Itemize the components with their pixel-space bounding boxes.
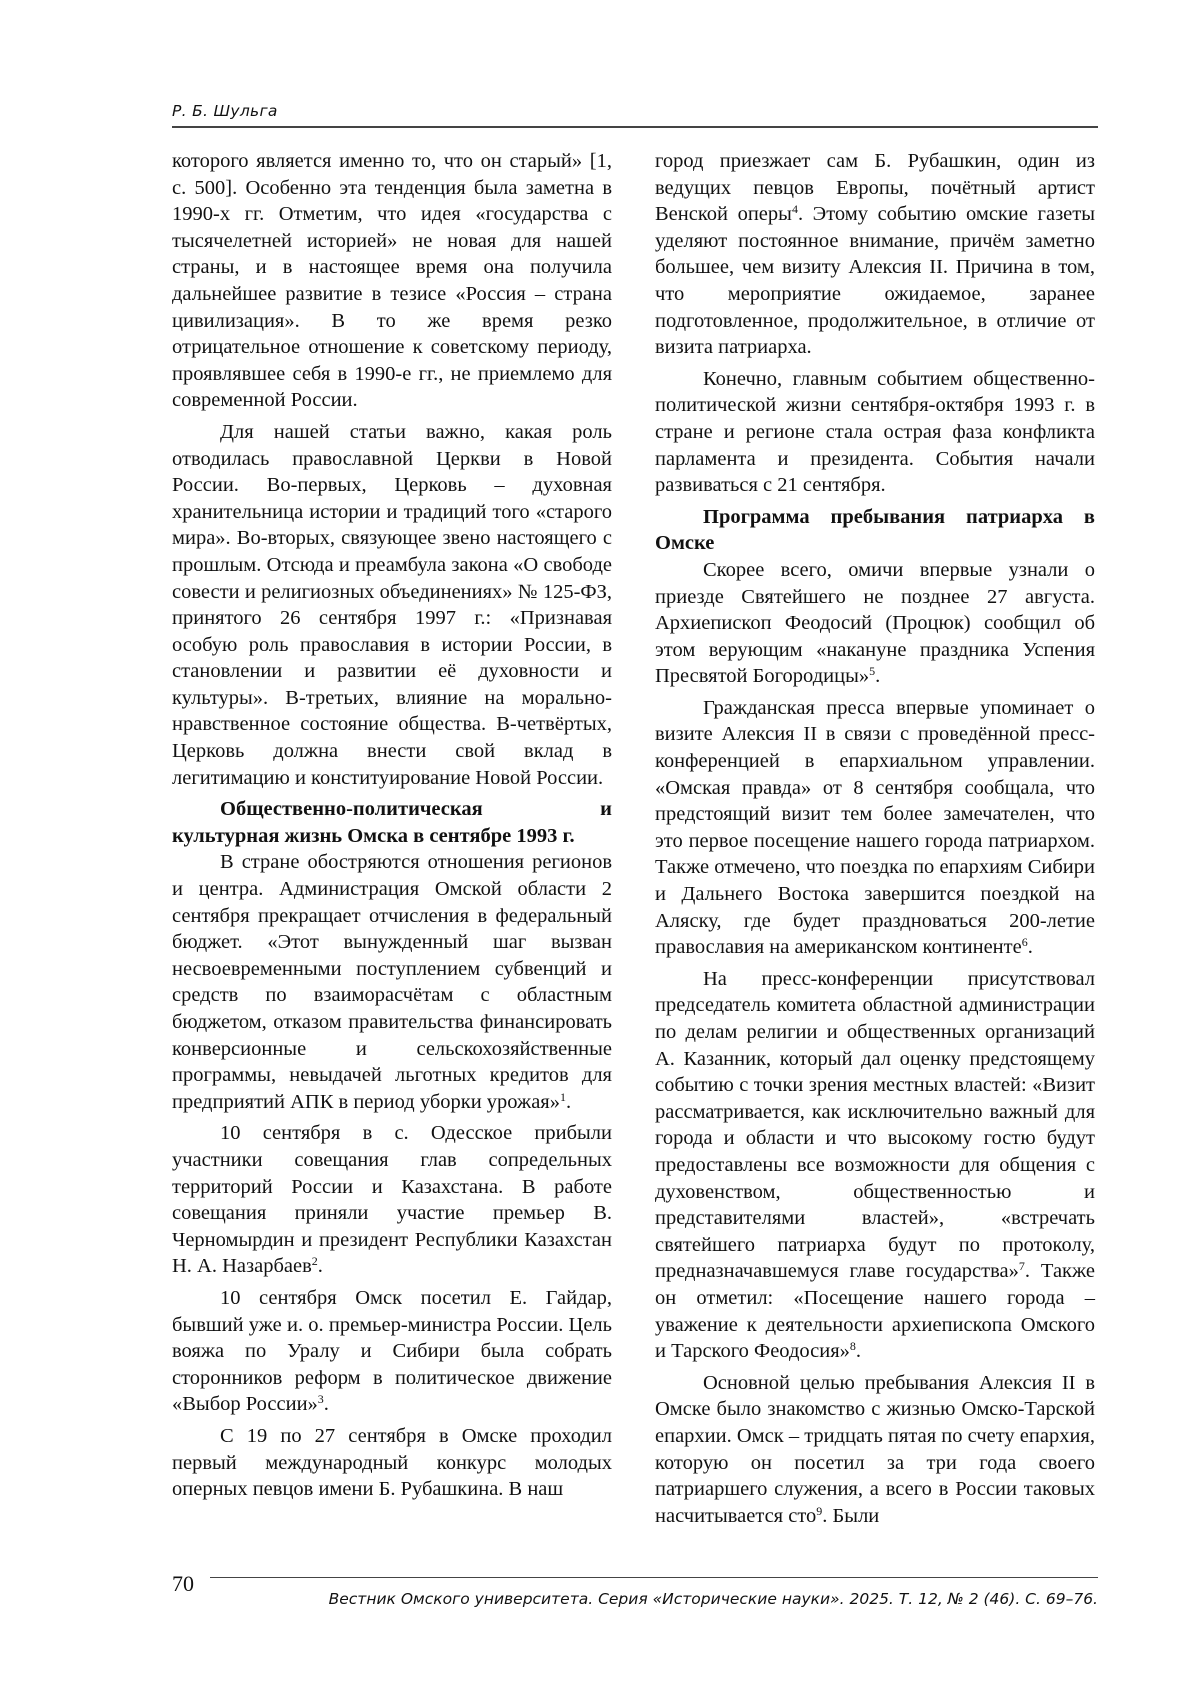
journal-citation: Вестник Омского университета. Серия «Исторические науки». 2025. Т. 12, № 2 (46). С. 69–76. xyxy=(328,1590,1098,1608)
paragraph xyxy=(172,1423,612,1503)
header-author: Р. Б. Шульга xyxy=(172,102,278,120)
paragraph xyxy=(655,557,1095,690)
text-run: Гражданская пресса впервые упоминает о визите Алексия II в связи с проведённой пресс-конференцией в епархиальном управлении. «Омская правда» от 8 сентября сообщала, что предстоящий визит тем более замечателен, что это первое посещение нашего города патриархом. Также отмечено, что поездка по епархиям Сибири и Дальнего Востока завершится поездкой на Аляску, где будет праздноваться 200-летие православия на американском континенте xyxy=(655,696,1095,959)
footnote-ref: 8 xyxy=(849,1339,856,1354)
text-run: На пресс-конференции присутствовал председатель комитета областной администрации по делам религии и общественных организаций А. Казанник, который дал оценку предстоящему событию с точки зрения местных властей: «Визит рассматривается, как исключительно важный для города и области и что высокому гостю будут предоставлены все возможности для общения с духовенством, общественностью и представителями властей», «встречать святейшего патриарха будут по протоколу, предназначавшемуся главе государства» xyxy=(655,967,1095,1283)
footnote-ref: 2 xyxy=(311,1254,318,1269)
page-number: 70 xyxy=(172,1571,194,1596)
paragraph xyxy=(172,1285,612,1418)
text-run: Программа пребывания патриарха в Омске xyxy=(655,505,1095,555)
text-run: В стране обостряются отношения регионов и центра. Администрация Омской области 2 сентября прекращает отчисления в федеральный бюджет. «Этот вынужденный шаг вызван несвоевременными поступлением субвенций и средств по взаиморасчётам с областным бюджетом, отказом правительства финансировать конверсионные и сельскохозяйственные программы, невыдачей льготных кредитов для предприятий АПК в период уборки урожая» xyxy=(172,851,612,1113)
footnote-ref: 7 xyxy=(1018,1259,1025,1274)
text-run: Общественно-политическая и культурная жизнь Омска в сентябре 1993 г. xyxy=(172,798,612,847)
text-run: . xyxy=(875,665,881,688)
paragraph xyxy=(172,1120,612,1280)
footnote-ref: 6 xyxy=(1021,935,1028,950)
text-run: Основной целью пребывания Алексия II в Омске было знакомство с жизнью Омско-Тарской епархии. Омск – тридцать пятая по счету епархия, которую он посетил за три года своего патриаршего служения, а всего в России таковых насчитывается сто xyxy=(655,1371,1095,1527)
paragraph xyxy=(655,366,1095,499)
text-run: . xyxy=(323,1393,329,1416)
running-header xyxy=(172,100,1098,128)
footnote-ref: 4 xyxy=(791,202,798,217)
text-run: Конечно, главным событием общественно-политической жизни сентября-октября 1993 г. в стране и регионе стала острая фаза конфликта парламента и президента. События начали развиваться с 21 сентября. xyxy=(655,367,1095,497)
text-run: . xyxy=(855,1340,862,1363)
text-run: город приезжает сам Б. Рубашкин, один из ведущих певцов Европы, почётный артист Венской оперы xyxy=(655,150,1095,226)
right-column xyxy=(655,148,1095,1534)
footnote-ref: 3 xyxy=(317,1392,324,1407)
footnote-ref: 1 xyxy=(560,1089,566,1104)
footer-divider xyxy=(210,1577,1098,1578)
paragraph xyxy=(655,966,1095,1365)
left-column xyxy=(172,148,612,1508)
paragraph xyxy=(655,1370,1095,1530)
paragraph xyxy=(655,695,1095,961)
text-run: 10 сентября Омск посетил Е. Гайдар, бывший уже и. о. премьер-министра России. Цель вояжа по Уралу и Сибири была собрать сторонников реформ в политическое движение «Выбор России» xyxy=(172,1286,612,1416)
section-heading xyxy=(172,796,612,849)
footnote-ref: 9 xyxy=(816,1503,823,1518)
text-run: . xyxy=(317,1255,323,1278)
text-run: С 19 по 27 сентября в Омске проходил первый международный конкурс молодых оперных певцов имени Б. Рубашкина. В наш xyxy=(172,1424,612,1501)
section-heading xyxy=(655,504,1095,557)
paragraph xyxy=(172,419,612,791)
text-run: . xyxy=(1027,936,1033,959)
paragraph xyxy=(172,148,612,414)
text-run: . Также он отметил: «Посещение нашего города – уважение к деятельности архиепископа Омского и Тарского Феодосия» xyxy=(655,1260,1095,1363)
paragraph xyxy=(655,148,1095,361)
text-run: Скорее всего, омичи впервые узнали о приезде Святейшего не позднее 27 августа. Архиепископ Феодосий (Процюк) сообщил об этом верующим «накануне праздника Успения Пресвятой Богородицы» xyxy=(655,558,1095,688)
text-run: которого является именно то, что он старый» [1, с. 500]. Особенно эта тенденция была заметна в 1990-х гг. Отметим, что идея «государства с тысячелетней историей» не новая для нашей страны, и в настоящее время она получила дальнейшее развитие в тезисе «Россия – страна цивилизация». В то же время резко отрицательное отношение к советскому периоду, проявлявшее себя в 1990-е гг., не приемлемо для современной России. xyxy=(172,150,612,412)
text-run: . Были xyxy=(822,1504,880,1527)
text-run: Для нашей статьи важно, какая роль отводилась православной Церкви в Новой России. Во-первых, Церковь – духовная хранительница истории и традиций того «старого мира». Во-вторых, связующее звено настоящего с прошлым. Отсюда и преамбула закона «О свободе совести и религиозных объединениях» № 125-ФЗ, принятого 26 сентября 1997 г.: «Признавая особую роль православия в истории России, в становлении и развитии её духовности и культуры». В-третьих, влияние на морально-нравственное состояние общества. В-четвёртых, Церковь должна внести свой вклад в легитимацию и конституирование Новой России. xyxy=(172,420,612,789)
paragraph xyxy=(172,849,612,1115)
footnote-ref: 5 xyxy=(869,664,876,679)
text-run: . xyxy=(566,1090,572,1113)
text-run: 10 сентября в с. Одесское прибыли участники совещания глав сопредельных территорий России и Казахстана. В работе совещания приняли участие премьер В. Черномырдин и президент Республики Казахстан Н. А. Назарбаев xyxy=(172,1122,612,1278)
text-run: . Этому событию омские газеты уделяют постоянное внимание, причём заметно большее, чем визиту Алексия II. Причина в том, что мероприятие ожидаемое, заранее подготовленное, продолжительное, в отличие от визита патриарха. xyxy=(655,203,1095,359)
